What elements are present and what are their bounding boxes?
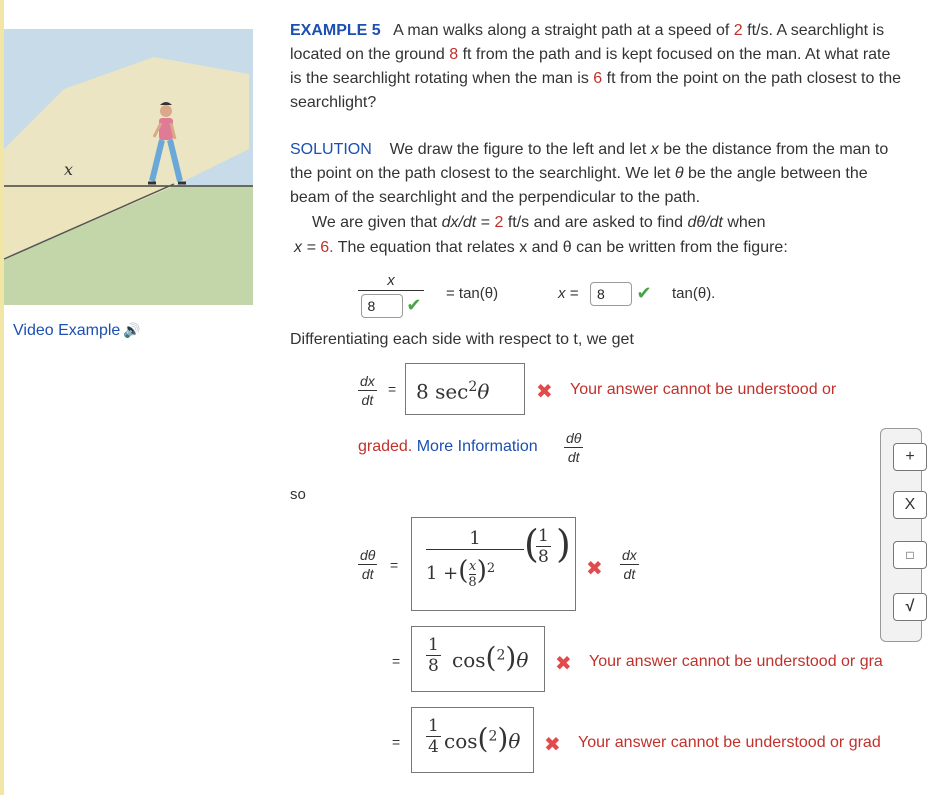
x-equals: x = [558, 285, 579, 302]
speaker-icon[interactable]: 🔊 [123, 322, 141, 338]
figure-x-label: x [64, 160, 74, 179]
error-message-3: Your answer cannot be understood or gra [589, 653, 883, 670]
palette-sqrt-button[interactable]: √ [893, 593, 927, 621]
error-message-4: Your answer cannot be understood or grad [578, 734, 881, 751]
more-information-link[interactable]: More Information [416, 438, 538, 455]
relation-line: x = 6. The equation that relates x and θ can be written from the figure: [294, 239, 788, 256]
answer-input-2[interactable]: 8 [590, 282, 632, 306]
answer-box-2[interactable]: 1 1 +( $\frac{x}{8}$ )$^2$ ( 1 8 ) [411, 517, 576, 611]
step2-rhs: $\frac{dx}{dt}$ [622, 547, 637, 582]
correct-check-icon: ✔ [636, 283, 652, 303]
incorrect-x-icon: ✖ [536, 381, 553, 403]
position-value: 6 [593, 70, 603, 87]
so-label: so [290, 486, 306, 503]
video-example-label[interactable]: Video Example [13, 322, 121, 339]
video-example-link[interactable] [13, 322, 141, 340]
incorrect-x-icon: ✖ [555, 653, 572, 675]
example-paragraph: EXAMPLE 5 A man walks along a straight path at a speed of 2 ft/s. A searchlight is located on the ground 8 ft from the path and is kept focused on the man. At what rate is the searchlight rotating when the man is 6 ft from the point on the path closest to the searchlight? [290, 22, 902, 111]
palette-fraction-button[interactable]: □ [893, 541, 927, 569]
palette-x-button[interactable]: X [893, 491, 927, 519]
answer-box-3[interactable]: 1 8 cos($^2$)θ [411, 626, 545, 692]
step1-rhs: $\frac{d\theta}{dt}$ [566, 430, 582, 465]
correct-check-icon: ✔ [406, 295, 422, 315]
math-palette [880, 428, 922, 642]
equation-1 [358, 272, 424, 318]
incorrect-x-icon: ✖ [544, 734, 561, 756]
answer-box-1[interactable]: 8 $\sec^2\theta$ [405, 363, 525, 415]
solution-title: SOLUTION [290, 141, 372, 158]
answer-box-4[interactable]: 1 4 cos($^2$)θ [411, 707, 534, 773]
speed-value: 2 [733, 22, 743, 39]
incorrect-x-icon: ✖ [586, 558, 603, 580]
differentiating-text: Differentiating each side with respect to t, we get [290, 331, 634, 348]
equals-tan: = tan(θ) [446, 285, 499, 302]
error-message-1-cont: graded. More Information [358, 438, 538, 455]
palette-plus-button[interactable]: + [893, 443, 927, 471]
distance-value: 8 [449, 46, 459, 63]
equation-1-fraction: $\frac{x}{8 ✔}$ [358, 272, 424, 318]
tan-label: tan(θ). [672, 285, 716, 302]
step1-lhs: $\frac{dx}{dt}$ [360, 373, 375, 408]
searchlight-figure [4, 29, 253, 305]
solution-paragraph: SOLUTION We draw the figure to the left and let x be the distance from the man to the point on the path closest to the searchlight. We let θ be the angle between the beam of the searchlight and the perpendicular to the path. [290, 141, 889, 206]
error-message-1: Your answer cannot be understood or [570, 381, 837, 398]
step2-lhs: $\frac{d\theta}{dt}$ [360, 547, 376, 582]
equation-1b [590, 282, 652, 306]
given-line: We are given that dx/dt = 2 ft/s and are asked to find dθ/dt when [312, 214, 766, 231]
example-title: EXAMPLE 5 [290, 22, 381, 39]
answer-input-1[interactable]: 8 [361, 294, 403, 318]
